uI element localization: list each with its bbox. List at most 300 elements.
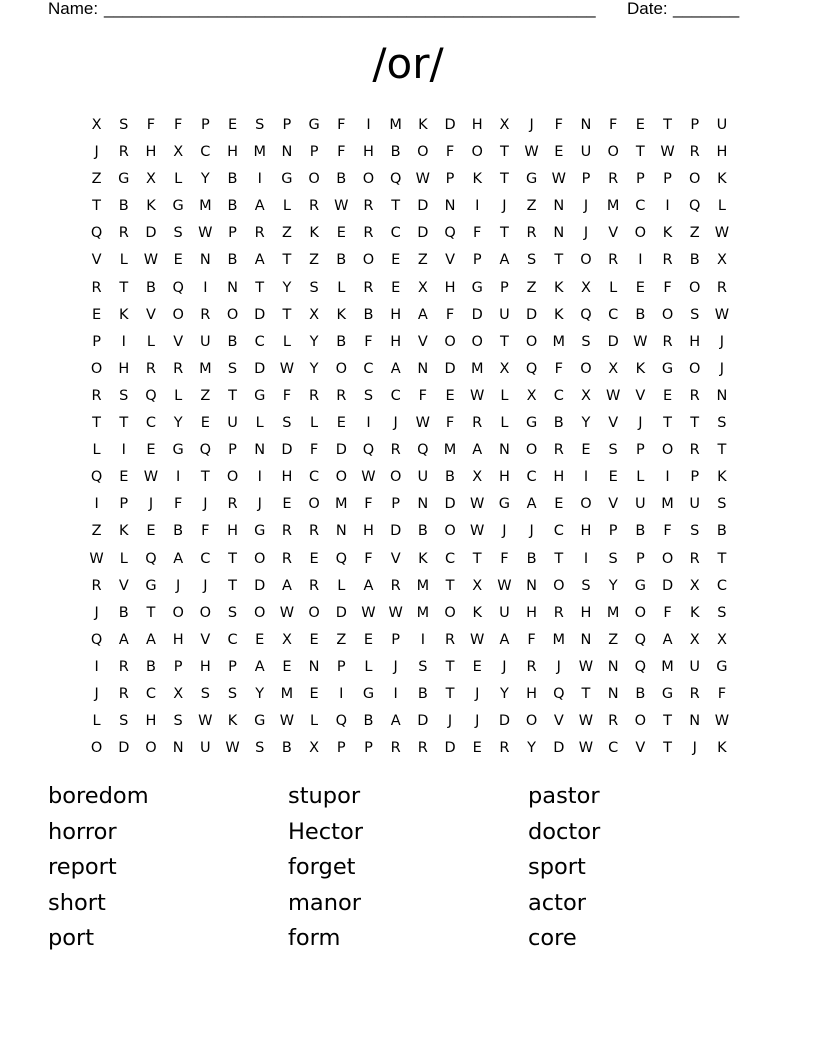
grid-letter[interactable]: S [119,117,129,133]
grid-letter[interactable]: W [714,713,730,730]
grid-letter[interactable]: R [309,523,320,540]
grid-letter[interactable]: A [146,631,156,648]
grid-letter[interactable]: J [447,713,453,730]
grid-letter[interactable]: X [581,387,591,404]
grid-letter[interactable]: A [390,713,401,730]
grid-letter[interactable]: X [499,360,510,377]
grid-letter[interactable]: D [498,713,510,730]
grid-letter[interactable]: R [472,415,483,432]
grid-letter[interactable]: K [717,469,727,486]
grid-letter[interactable]: L [500,387,509,404]
grid-letter[interactable]: D [417,713,429,730]
grid-letter[interactable]: F [445,415,455,432]
grid-letter[interactable]: B [145,279,156,296]
grid-letter[interactable]: R [608,171,619,188]
grid-letter[interactable]: P [635,442,645,459]
grid-letter[interactable]: J [719,360,725,377]
grid-letter[interactable]: T [445,577,455,594]
grid-letter[interactable]: N [580,631,592,648]
grid-letter[interactable]: Y [499,685,509,702]
grid-letter[interactable]: F [337,144,346,161]
grid-letter[interactable]: O [226,469,239,486]
grid-letter[interactable]: P [663,171,672,188]
grid-letter[interactable]: J [502,523,507,540]
grid-letter[interactable]: G [716,658,728,675]
grid-letter[interactable]: L [310,713,319,730]
grid-letter[interactable]: Q [689,198,701,215]
grid-letter[interactable]: W [633,333,648,350]
grid-letter[interactable]: Z [336,631,347,648]
grid-letter[interactable]: O [335,469,347,486]
grid-letter[interactable]: B [227,171,238,188]
grid-letter[interactable]: L [174,171,183,188]
grid-letter[interactable]: H [580,523,592,540]
grid-letter[interactable]: S [119,713,129,730]
grid-letter[interactable]: K [227,713,238,730]
grid-letter[interactable]: R [118,658,129,675]
grid-letter[interactable]: G [145,577,157,594]
grid-letter[interactable]: W [470,496,485,513]
grid-letter[interactable]: K [689,604,700,621]
grid-letter[interactable]: S [200,685,210,702]
grid-letter[interactable]: S [119,387,129,404]
grid-letter[interactable]: P [445,171,455,188]
grid-letter[interactable]: M [661,658,674,675]
grid-letter[interactable]: I [176,469,181,486]
grid-letter[interactable]: E [635,279,645,296]
grid-letter[interactable]: X [146,171,156,188]
grid-letter[interactable]: J [148,496,154,513]
grid-letter[interactable]: M [416,604,430,621]
grid-letter[interactable]: P [635,171,645,188]
grid-letter[interactable]: C [227,631,238,648]
grid-letter[interactable]: S [608,442,618,459]
grid-letter[interactable]: R [499,740,510,757]
grid-letter[interactable]: Y [282,279,292,296]
grid-letter[interactable]: X [309,306,320,323]
grid-letter[interactable]: A [254,658,265,675]
grid-letter[interactable]: J [393,658,398,675]
grid-letter[interactable]: O [335,360,347,377]
grid-letter[interactable]: B [445,469,455,486]
grid-letter[interactable]: O [308,171,320,188]
grid-letter[interactable]: W [470,387,485,404]
grid-letter[interactable]: P [472,252,482,269]
grid-letter[interactable]: G [661,685,674,702]
grid-letter[interactable]: W [524,144,539,161]
grid-letter[interactable]: C [145,415,157,432]
grid-letter[interactable]: I [339,685,344,702]
grid-letter[interactable]: X [173,685,184,702]
grid-letter[interactable]: U [227,415,238,432]
grid-letter[interactable]: M [661,496,674,513]
grid-letter[interactable]: O [661,306,674,323]
grid-letter[interactable]: P [690,469,700,486]
grid-letter[interactable]: E [391,279,401,296]
grid-letter[interactable]: Q [444,225,456,242]
grid-letter[interactable]: W [578,658,594,675]
grid-letter[interactable]: P [336,740,346,757]
grid-letter[interactable]: D [118,740,130,757]
grid-letter[interactable]: N [498,442,510,459]
grid-letter[interactable]: J [583,225,589,242]
grid-letter[interactable]: X [173,144,184,161]
grid-letter[interactable]: D [145,225,157,242]
grid-letter[interactable]: R [689,442,700,459]
grid-letter[interactable]: D [661,577,674,594]
grid-letter[interactable]: S [717,496,727,513]
grid-letter[interactable]: K [119,306,129,323]
grid-letter[interactable]: E [146,442,156,459]
grid-letter[interactable]: K [717,740,727,757]
grid-letter[interactable]: A [281,577,292,594]
grid-letter[interactable]: O [226,306,239,323]
grid-letter[interactable]: G [172,198,184,215]
grid-letter[interactable]: R [227,496,238,513]
grid-letter[interactable]: B [635,685,646,702]
grid-letter[interactable]: U [499,306,510,323]
grid-letter[interactable]: O [553,577,565,594]
grid-letter[interactable]: H [172,631,184,648]
grid-letter[interactable]: W [660,144,675,161]
grid-letter[interactable]: C [608,306,619,323]
grid-letter[interactable]: A [662,631,673,648]
grid-letter[interactable]: T [119,415,129,432]
grid-letter[interactable]: F [663,604,672,621]
grid-letter[interactable]: S [227,685,238,702]
grid-letter[interactable]: H [227,144,238,161]
grid-letter[interactable]: V [635,387,646,404]
grid-letter[interactable]: X [91,117,102,133]
grid-letter[interactable]: T [554,252,564,269]
grid-letter[interactable]: Z [526,279,537,296]
grid-letter[interactable]: H [444,279,456,296]
grid-letter[interactable]: Q [335,550,347,567]
grid-letter[interactable]: Q [90,631,103,648]
grid-letter[interactable]: F [173,496,183,513]
grid-letter[interactable]: S [309,279,319,296]
grid-letter[interactable]: W [415,415,431,432]
grid-letter[interactable]: G [471,279,483,296]
grid-letter[interactable]: W [198,713,213,730]
grid-letter[interactable]: F [364,550,373,567]
grid-letter[interactable]: Q [389,171,402,188]
grid-letter[interactable]: M [606,604,620,621]
grid-letter[interactable]: G [254,523,266,540]
grid-letter[interactable]: I [393,685,398,702]
grid-letter[interactable]: K [418,117,428,133]
grid-letter[interactable]: K [472,604,482,621]
grid-letter[interactable]: I [257,171,262,188]
grid-letter[interactable]: O [471,144,483,161]
grid-letter[interactable]: M [389,117,402,133]
grid-letter[interactable]: B [227,333,238,350]
grid-letter[interactable]: N [172,740,184,757]
grid-letter[interactable]: T [228,550,237,567]
grid-letter[interactable]: W [225,740,240,757]
grid-letter[interactable]: D [281,442,293,459]
grid-letter[interactable]: Z [309,252,320,269]
grid-letter[interactable]: K [554,279,564,296]
grid-letter[interactable]: T [663,713,672,730]
grid-letter[interactable]: O [580,360,592,377]
grid-letter[interactable]: T [581,685,591,702]
grid-letter[interactable]: O [417,144,429,161]
grid-letter[interactable]: E [662,387,673,404]
grid-letter[interactable]: M [443,442,457,459]
grid-letter[interactable]: G [308,117,320,133]
grid-letter[interactable]: Y [581,415,591,432]
grid-letter[interactable]: V [118,577,129,594]
grid-letter[interactable]: O [525,442,538,459]
grid-letter[interactable]: D [254,306,266,323]
grid-letter[interactable]: W [551,171,566,188]
grid-letter[interactable]: T [445,658,455,675]
grid-letter[interactable]: W [388,604,403,621]
grid-letter[interactable]: R [526,225,537,242]
grid-letter[interactable]: Y [200,171,210,188]
grid-letter[interactable]: T [255,279,265,296]
grid-letter[interactable]: L [92,713,101,730]
grid-letter[interactable]: E [227,117,238,133]
grid-letter[interactable]: E [391,252,401,269]
grid-letter[interactable]: X [281,631,292,648]
grid-letter[interactable]: B [118,198,129,215]
grid-letter[interactable]: R [689,144,700,161]
grid-letter[interactable]: V [146,306,156,323]
grid-letter[interactable]: Z [417,252,428,269]
grid-letter[interactable]: G [281,171,293,188]
grid-letter[interactable]: N [199,252,211,269]
grid-letter[interactable]: C [553,523,564,540]
grid-letter[interactable]: D [254,577,266,594]
grid-letter[interactable]: H [145,144,157,161]
grid-letter[interactable]: O [661,550,674,567]
grid-letter[interactable]: T [554,550,564,567]
grid-letter[interactable]: O [689,171,701,188]
grid-letter[interactable]: P [228,658,237,675]
grid-letter[interactable]: S [255,117,265,133]
grid-letter[interactable]: D [444,117,456,133]
grid-letter[interactable]: H [689,333,701,350]
grid-letter[interactable]: I [638,252,643,269]
grid-letter[interactable]: S [363,387,374,404]
grid-letter[interactable]: P [173,658,183,675]
grid-letter[interactable]: I [94,496,99,513]
grid-letter[interactable]: O [254,604,266,621]
grid-letter[interactable]: Z [91,523,102,540]
grid-letter[interactable]: O [689,279,701,296]
grid-letter[interactable]: H [281,469,293,486]
grid-letter[interactable]: E [282,658,292,675]
grid-letter[interactable]: Q [362,442,375,459]
grid-letter[interactable]: D [417,225,429,242]
grid-letter[interactable]: L [119,550,128,567]
grid-letter[interactable]: W [143,469,159,486]
grid-letter[interactable]: W [89,550,104,567]
grid-letter[interactable]: K [336,306,347,323]
grid-letter[interactable]: J [393,415,398,432]
grid-letter[interactable]: C [553,387,564,404]
grid-letter[interactable]: X [309,740,320,757]
grid-letter[interactable]: R [118,144,129,161]
grid-letter[interactable]: O [525,333,538,350]
grid-letter[interactable]: Z [200,387,211,404]
grid-letter[interactable]: P [282,117,292,133]
grid-letter[interactable]: N [553,198,565,215]
grid-letter[interactable]: T [200,469,210,486]
grid-letter[interactable]: R [309,387,320,404]
grid-letter[interactable]: R [91,387,102,404]
grid-letter[interactable]: K [472,171,482,188]
grid-letter[interactable]: R [553,604,564,621]
grid-letter[interactable]: V [608,496,619,513]
grid-letter[interactable]: K [635,360,646,377]
grid-letter[interactable]: Y [173,415,183,432]
grid-letter[interactable]: H [553,469,565,486]
grid-letter[interactable]: R [444,631,456,648]
grid-letter[interactable]: L [717,198,726,215]
grid-letter[interactable]: N [417,496,429,513]
grid-letter[interactable]: F [173,117,183,133]
grid-letter[interactable]: G [525,171,538,188]
grid-letter[interactable]: X [689,631,700,648]
grid-letter[interactable]: V [608,415,619,432]
grid-letter[interactable]: R [662,333,673,350]
grid-letter[interactable]: Q [580,306,592,323]
grid-letter[interactable]: M [606,198,620,215]
grid-letter[interactable]: R [200,306,211,323]
grid-letter[interactable]: I [583,550,589,567]
grid-letter[interactable]: R [608,252,619,269]
grid-letter[interactable]: R [173,360,184,377]
grid-letter[interactable]: N [716,387,728,404]
grid-letter[interactable]: F [418,387,428,404]
grid-letter[interactable]: V [173,333,184,350]
grid-letter[interactable]: S [173,225,183,242]
grid-letter[interactable]: R [553,442,564,459]
grid-letter[interactable]: E [92,306,102,323]
grid-letter[interactable]: U [689,496,701,513]
grid-letter[interactable]: K [554,306,564,323]
grid-letter[interactable]: E [336,225,346,242]
grid-letter[interactable]: A [173,550,184,567]
grid-letter[interactable]: V [553,713,564,730]
grid-letter[interactable]: R [281,550,292,567]
grid-letter[interactable]: Z [689,225,700,242]
grid-letter[interactable]: I [583,469,589,486]
grid-letter[interactable]: R [417,740,428,757]
grid-letter[interactable]: T [663,740,672,757]
grid-letter[interactable]: T [717,550,727,567]
grid-letter[interactable]: U [689,658,701,675]
grid-letter[interactable]: R [363,225,374,242]
grid-letter[interactable]: Y [608,577,618,594]
grid-letter[interactable]: F [663,279,672,296]
grid-letter[interactable]: R [118,225,129,242]
grid-letter[interactable]: U [716,117,728,133]
grid-letter[interactable]: D [390,523,402,540]
grid-letter[interactable]: O [444,523,456,540]
grid-letter[interactable]: O [362,252,375,269]
grid-letter[interactable]: G [362,685,375,702]
grid-letter[interactable]: E [309,550,319,567]
grid-letter[interactable]: T [690,415,700,432]
grid-letter[interactable]: O [607,144,619,161]
grid-letter[interactable]: E [472,658,482,675]
grid-letter[interactable]: I [665,469,670,486]
grid-letter[interactable]: P [92,333,101,350]
grid-letter[interactable]: S [581,577,591,594]
grid-letter[interactable]: K [662,225,673,242]
grid-letter[interactable]: W [714,225,730,242]
grid-letter[interactable]: T [282,306,292,323]
grid-letter[interactable]: G [525,415,538,432]
grid-letter[interactable]: S [717,604,727,621]
grid-letter[interactable]: R [145,360,156,377]
grid-letter[interactable]: B [689,252,700,269]
grid-letter[interactable]: L [337,577,346,594]
grid-letter[interactable]: H [118,360,130,377]
grid-letter[interactable]: E [363,631,374,648]
grid-letter[interactable]: H [390,306,402,323]
grid-letter[interactable]: Q [335,713,347,730]
grid-letter[interactable]: D [444,496,456,513]
grid-letter[interactable]: R [363,198,374,215]
grid-letter[interactable]: F [445,144,455,161]
grid-letter[interactable]: H [580,604,592,621]
grid-letter[interactable]: W [279,713,295,730]
grid-letter[interactable]: M [280,685,294,702]
grid-letter[interactable]: P [119,496,129,513]
grid-letter[interactable]: C [635,198,646,215]
grid-letter[interactable]: E [554,144,564,161]
grid-letter[interactable]: P [391,631,401,648]
grid-letter[interactable]: T [663,117,672,133]
grid-letter[interactable]: O [362,171,375,188]
grid-letter[interactable]: N [417,360,429,377]
grid-letter[interactable]: M [552,631,566,648]
grid-letter[interactable]: G [498,496,511,513]
grid-letter[interactable]: L [282,198,291,215]
grid-letter[interactable]: T [499,144,509,161]
grid-letter[interactable]: R [689,550,700,567]
grid-letter[interactable]: W [143,252,159,269]
grid-letter[interactable]: I [121,333,126,350]
grid-letter[interactable]: R [689,387,700,404]
grid-letter[interactable]: H [390,333,402,350]
grid-letter[interactable]: S [173,713,183,730]
grid-letter[interactable]: J [203,496,208,513]
grid-letter[interactable]: H [363,523,374,540]
grid-letter[interactable]: F [500,550,509,567]
grid-letter[interactable]: M [470,360,484,377]
grid-letter[interactable]: N [526,577,538,594]
grid-letter[interactable]: X [689,577,700,594]
grid-letter[interactable]: O [634,225,647,242]
grid-letter[interactable]: K [418,550,428,567]
grid-letter[interactable]: E [309,631,319,648]
grid-letter[interactable]: O [634,713,647,730]
grid-letter[interactable]: G [634,577,646,594]
grid-letter[interactable]: O [580,252,592,269]
grid-letter[interactable]: K [717,171,727,188]
grid-letter[interactable]: O [444,604,456,621]
grid-letter[interactable]: D [335,604,347,621]
grid-letter[interactable]: B [173,523,184,540]
grid-letter[interactable]: O [172,306,184,323]
grid-letter[interactable]: W [497,577,512,594]
